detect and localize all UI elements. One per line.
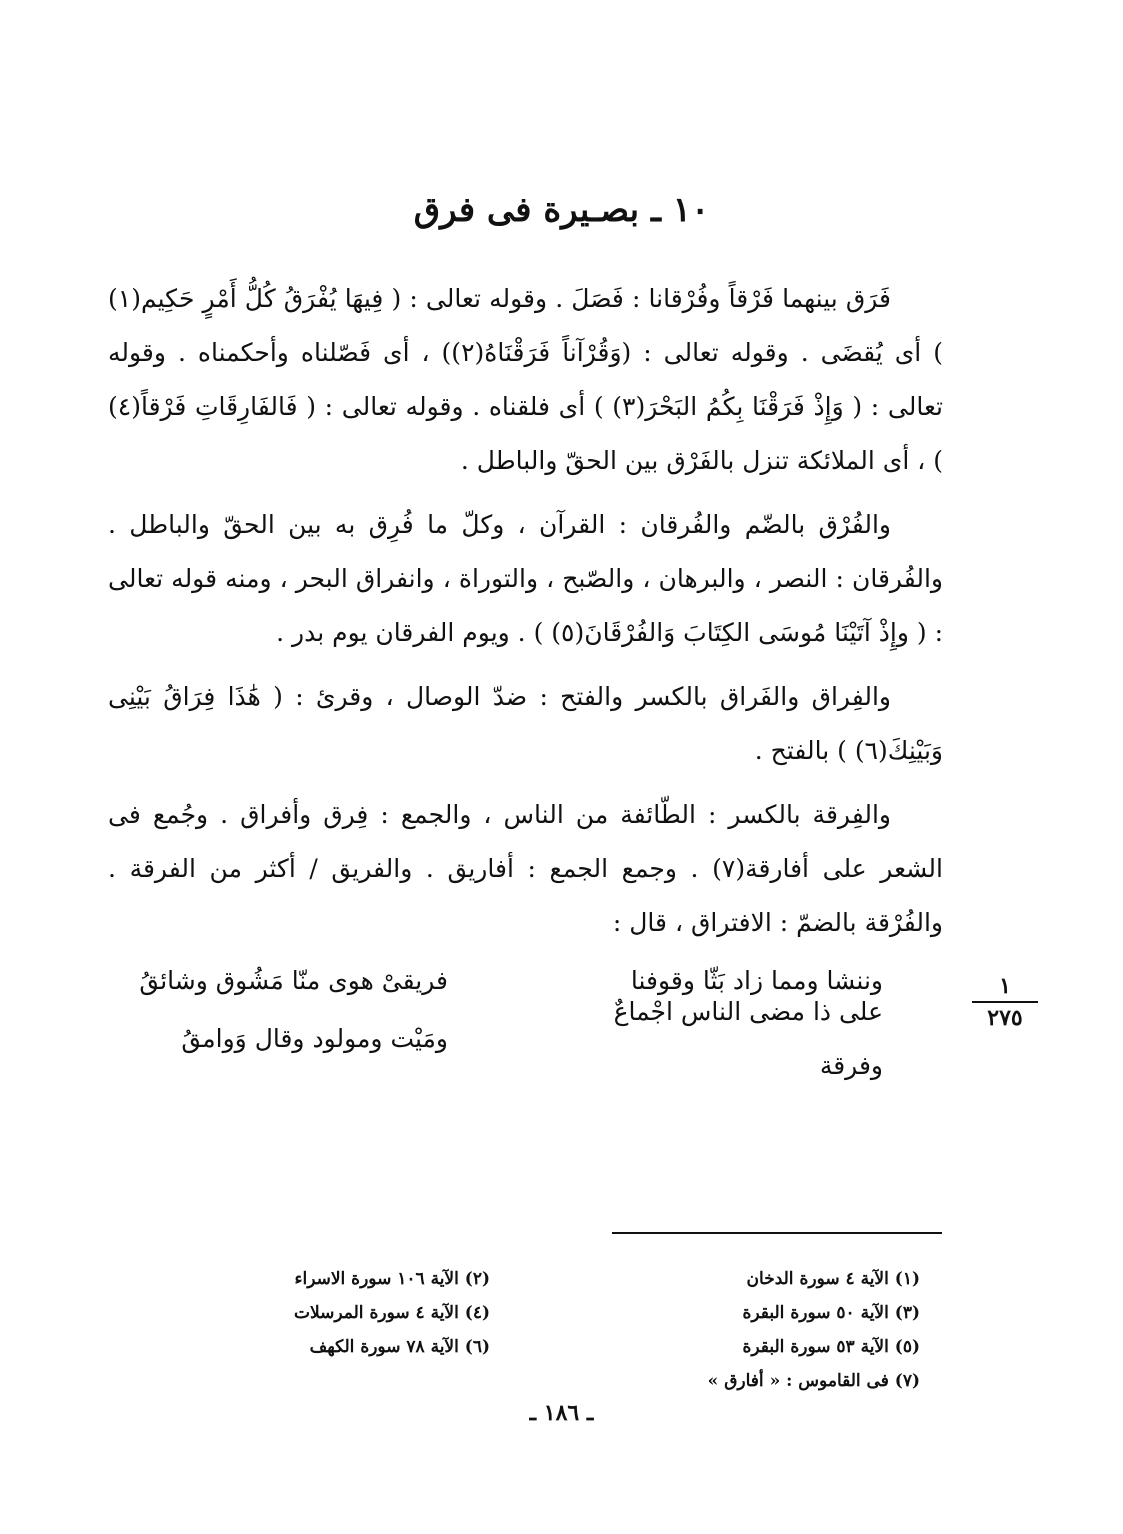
folio-number-top: ١: [999, 973, 1011, 999]
paragraph-3: والفِراق والفَراق بالكسر والفتح : ضدّ الوصال ، وقرئ : ( هَٰذَا فِرَاقُ بَيْنِى وَبَيْنِكَ(٦) ) بالفتح .: [108, 682, 943, 765]
footnote-4: (٤) الآية ٤ سورة المرسلات: [294, 1303, 490, 1323]
footnote-rule: [612, 1232, 942, 1234]
footnote-5: (٥) الآية ٥٣ سورة البقرة: [742, 1337, 920, 1357]
manuscript-folio-note: [966, 974, 1044, 1030]
paragraph-1: فَرَق بينهما فَرْقاً وفُرْقانا : فَصَلَ . وقوله تعالى : ( فِيهَا يُفْرَقُ كُلُّ أَمْرٍ حَكِيم(١) ) أى يُقضَى . وقوله تعالى : (وَقُرْآناً فَرَقْنَاهُ(٢)) ، أى فَصّلناه وأحكمناه . وقوله تعالى : ( وَإِذْ فَرَقْنَا بِكُمُ البَحْرَ(٣) ) أى فلقناه . وقوله تعالى : ( فَالفَارِقَاتِ فَرْقاً(٤) ) ، أى الملائكة تنزل بالفَرْق بين الحقّ والباطل .: [108, 284, 943, 475]
footnote-1: (١) الآية ٤ سورة الدخان: [746, 1269, 920, 1289]
footnote-3: (٣) الآية ٥٠ سورة البقرة: [742, 1303, 920, 1323]
folio-number-bottom: ٢٧٥: [987, 1005, 1023, 1031]
footnotes-right-column: [540, 1262, 920, 1398]
paragraph-2: والفُرْق بالضّم والفُرقان : القرآن ، وكلّ ما فُرِق به بين الحقّ والباطل . والفُرقان : النصر ، والبرهان ، والصّبح ، والتوراة ، وانفراق البحر ، ومنه قوله تعالى : ( وإِذْ آتَيْنَا مُوسَى الكِتَابَ وَالفُرْقَانَ(٥) ) . ويوم الفرقان يوم بدر .: [108, 510, 943, 647]
poem-line-1-second-hemistich: فريقىْ هوى منّا مَشُوق وشائقُ: [139, 966, 448, 995]
poem-line-2-second-hemistich: ومَيْت ومولود وقال وَوامقُ: [181, 1024, 448, 1053]
folio-divider: [972, 1001, 1038, 1003]
main-text: [108, 272, 943, 1080]
poem: [108, 952, 943, 1080]
footnotes-left-column: [110, 1262, 490, 1364]
page-number: ـ ١٨٦ ـ: [529, 1400, 594, 1426]
footnote-6: (٦) الآية ٧٨ سورة الكهف: [309, 1337, 490, 1357]
footnote-2: (٢) الآية ١٠٦ سورة الاسراء: [294, 1269, 490, 1289]
footnote-7: (٧) فى القاموس : « أفارق »: [707, 1371, 920, 1391]
poem-line-2: [108, 997, 883, 1080]
section-title: ١٠ ـ بصـيرة فى فرق: [413, 190, 710, 230]
poem-line-1-first-hemistich: وننشا ومما زاد بَثّا وقوفنا: [630, 966, 883, 995]
paragraph-4: والفِرقة بالكسر : الطّائفة من الناس ، والجمع : فِرق وأفراق . وجُمع فى الشعر على أفارقة(٧) . وجمع الجمع : أفاريق . والفريق / أكثر من الفرقة . والفُرْقة بالضمّ : الافتراق ، قال :: [108, 800, 943, 937]
poem-line-2-first-hemistich: على ذا مضى الناس اجْماعٌ وفرقة: [613, 997, 883, 1080]
